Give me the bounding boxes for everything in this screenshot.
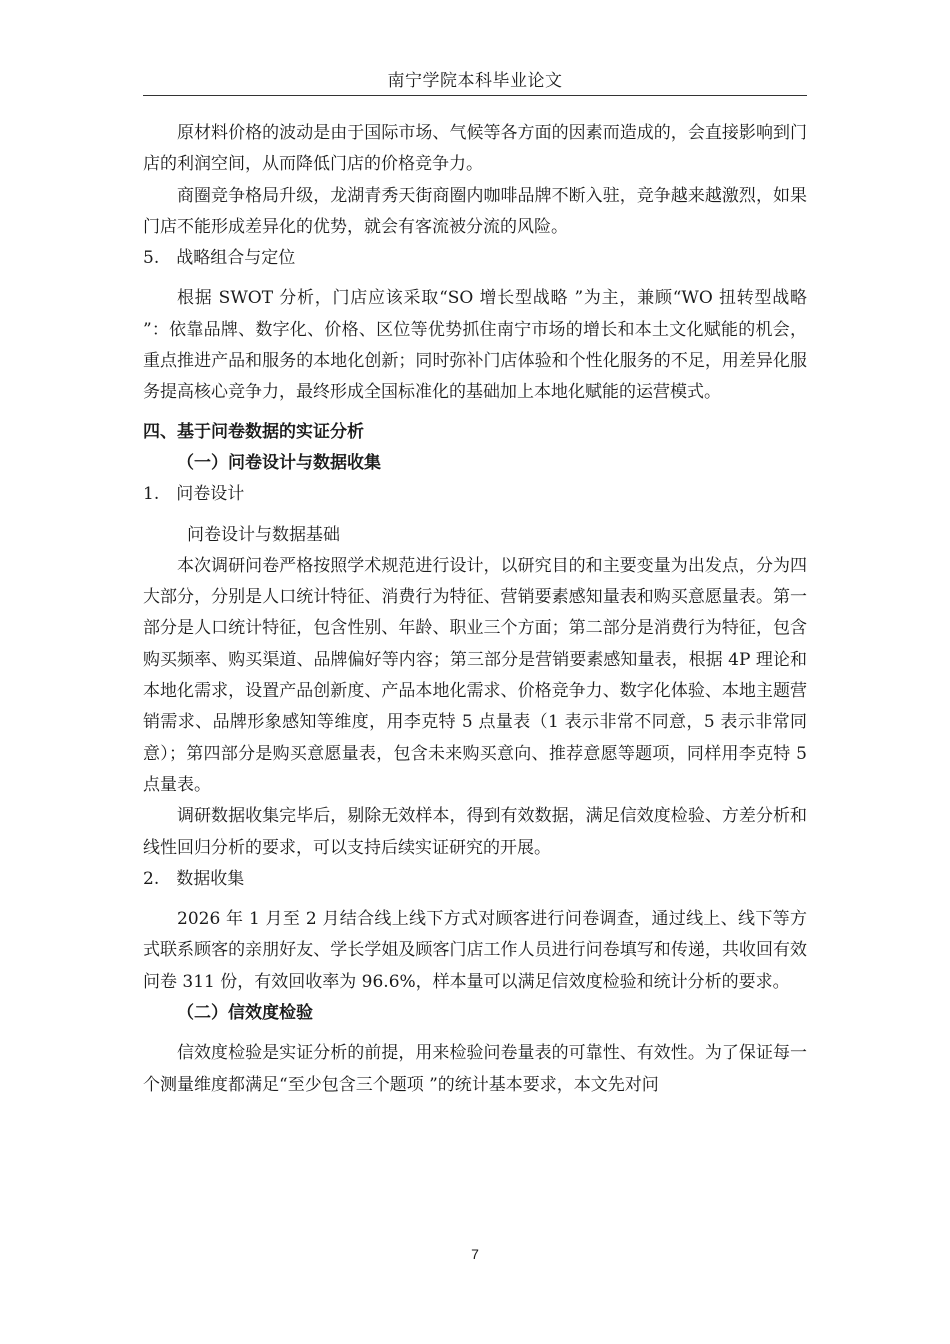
- paragraph: 原材料价格的波动是由于国际市场、气候等各方面的因素而造成的，会直接影响到门店的利润空间，从而降低门店的价格竞争力。: [143, 123, 807, 175]
- paragraph: 2026 年 1 月至 2 月结合线上线下方式对顾客进行问卷调查，通过线上、线下等方式联系顾客的亲朋好友、学长学姐及顾客门店工作人员进行问卷填写和传递，共收回有效问卷 311 份，有效回收率为 96.6%，样本量可以满足信效度检验和统计分析的要求。: [143, 909, 807, 992]
- page-number: 7: [471, 1246, 479, 1262]
- paragraph: 调研数据收集完毕后，剔除无效样本，得到有效数据，满足信效度检验、方差分析和线性回归分析的要求，可以支持后续实证研究的开展。: [143, 806, 807, 858]
- section-heading: 四、基于问卷数据的实证分析: [143, 421, 364, 442]
- list-item: 2. 数据收集: [143, 868, 245, 889]
- list-item: 5. 战略组合与定位: [143, 248, 296, 269]
- page-body: [143, 118, 807, 1101]
- paragraph: 商圈竞争格局升级，龙湖青秀天街商圈内咖啡品牌不断入驻，竞争越来越激烈，如果门店不能形成差异化的优势，就会有客流被分流的风险。: [143, 185, 807, 237]
- page-header: 南宁学院本科毕业论文: [387, 71, 563, 91]
- header-rule: [143, 95, 807, 96]
- paragraph: 信效度检验是实证分析的前提，用来检验问卷量表的可靠性、有效性。为了保证每一个测量维度都满足“至少包含三个题项 ”的统计基本要求，本文先对问: [143, 1043, 807, 1095]
- paragraph: 本次调研问卷严格按照学术规范进行设计，以研究目的和主要变量为出发点，分为四大部分，分别是人口统计特征、消费行为特征、营销要素感知量表和购买意愿量表。第一部分是人口统计特征，包含性别、年龄、职业三个方面；第二部分是消费行为特征，包含购买频率、购买渠道、品牌偏好等内容；第三部分是营销要素感知量表，根据 4P 理论和本地化需求，设置产品创新度、产品本地化需求、价格竞争力、数字化体验、本地主题营销需求、品牌形象感知等维度，用李克特 5 点量表（1 表示非常不同意，5 表示非常同意）；第四部分是购买意愿量表，包含未来购买意向、推荐意愿等题项，同样用李克特 5 点量表。: [143, 555, 807, 795]
- list-item: 1. 问卷设计: [143, 484, 245, 505]
- sub-heading: 问卷设计与数据基础: [187, 524, 340, 545]
- paragraph: 根据 SWOT 分析，门店应该采取“SO 增长型战略 ”为主，兼顾“WO 扭转型战略 ”：依靠品牌、数字化、价格、区位等优势抓住南宁市场的增长和本土文化赋能的机会，重点推进产品和服务的本地化创新；同时弥补门店体验和个性化服务的不足，用差异化服务提高核心竞争力，最终形成全国标准化的基础加上本地化赋能的运营模式。: [143, 288, 807, 403]
- subsection-heading: （一）问卷设计与数据收集: [177, 452, 381, 473]
- subsection-heading: （二）信效度检验: [177, 1003, 313, 1024]
